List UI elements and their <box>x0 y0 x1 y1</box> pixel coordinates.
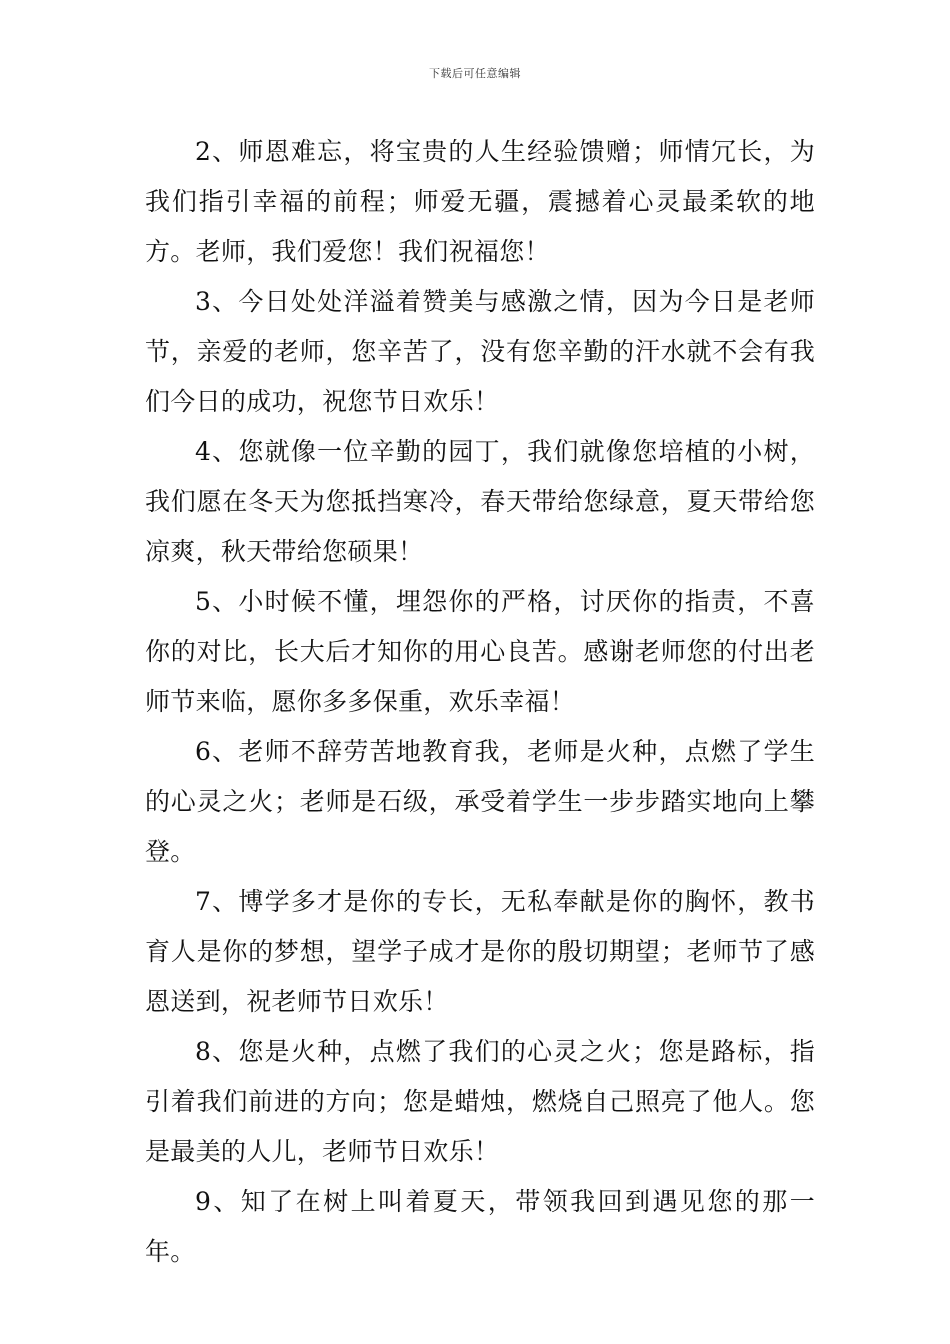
paragraph-7: 7、博学多才是你的专长，无私奉献是你的胸怀，教书育人是你的梦想，望学子成才是你的殷切期望；老师节了感恩送到，祝老师节日欢乐！ <box>145 887 815 1016</box>
paragraph-8: 8、您是火种，点燃了我们的心灵之火；您是路标，指引着我们前进的方向；您是蜡烛，燃烧自己照亮了他人。您是最美的人儿，老师节日欢乐！ <box>145 1037 815 1166</box>
paragraph-3: 3、今日处处洋溢着赞美与感激之情，因为今日是老师节，亲爱的老师，您辛苦了，没有您辛勤的汗水就不会有我们今日的成功，祝您节日欢乐！ <box>145 287 815 416</box>
paragraph-4: 4、您就像一位辛勤的园丁，我们就像您培植的小树，我们愿在冬天为您抵挡寒冷，春天带给您绿意，夏天带给您凉爽，秋天带给您硕果！ <box>145 437 815 566</box>
paragraph-5: 5、小时候不懂，埋怨你的严格，讨厌你的指责，不喜你的对比，长大后才知你的用心良苦。感谢老师您的付出老师节来临，愿你多多保重，欢乐幸福！ <box>145 587 815 716</box>
paragraph-2: 2、师恩难忘，将宝贵的人生经验馈赠；师情冗长，为我们指引幸福的前程；师爱无疆，震撼着心灵最柔软的地方。老师，我们爱您！我们祝福您！ <box>145 137 815 266</box>
paragraph-9: 9、知了在树上叫着夏天，带领我回到遇见您的那一年。 <box>145 1187 815 1266</box>
document-body <box>145 127 815 1277</box>
paragraph-6: 6、老师不辞劳苦地教育我，老师是火种，点燃了学生的心灵之火；老师是石级，承受着学生一步步踏实地向上攀登。 <box>145 737 815 866</box>
header-note: 下载后可任意编辑 <box>429 67 521 80</box>
